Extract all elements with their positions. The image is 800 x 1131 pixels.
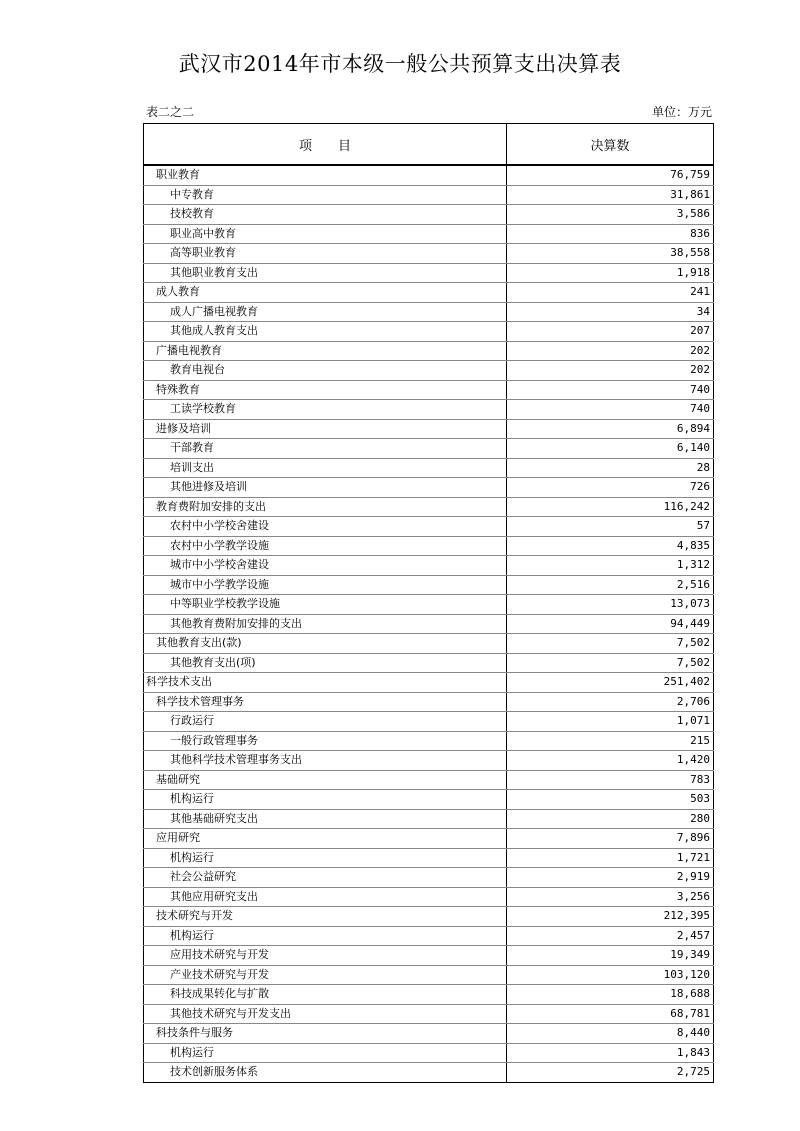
row-value: 57: [507, 517, 714, 537]
row-label: 机构运行: [144, 848, 507, 868]
table-row: [144, 419, 714, 439]
header-item: 项 目: [144, 124, 507, 166]
table-row: [144, 926, 714, 946]
row-label: 城市中小学校舍建设: [144, 556, 507, 576]
row-label: 应用技术研究与开发: [144, 946, 507, 966]
row-value: 7,896: [507, 829, 714, 849]
table-row: [144, 361, 714, 381]
row-label: 中专教育: [144, 185, 507, 205]
row-value: 19,349: [507, 946, 714, 966]
row-value: 18,688: [507, 985, 714, 1005]
table-row: [144, 965, 714, 985]
table-header-row: [144, 124, 714, 166]
row-value: 1,721: [507, 848, 714, 868]
row-value: 31,861: [507, 185, 714, 205]
table-row: [144, 751, 714, 771]
row-value: 280: [507, 809, 714, 829]
row-label: 其他成人教育支出: [144, 322, 507, 342]
row-label: 产业技术研究与开发: [144, 965, 507, 985]
table-row: [144, 322, 714, 342]
row-value: 8,440: [507, 1024, 714, 1044]
row-label: 行政运行: [144, 712, 507, 732]
row-label: 教育电视台: [144, 361, 507, 381]
row-label: 技术研究与开发: [144, 907, 507, 927]
table-row: [144, 497, 714, 517]
row-label: 应用研究: [144, 829, 507, 849]
row-value: 2,919: [507, 868, 714, 888]
row-value: 116,242: [507, 497, 714, 517]
row-value: 836: [507, 224, 714, 244]
row-label: 其他教育支出(款): [144, 634, 507, 654]
row-value: 2,516: [507, 575, 714, 595]
row-value: 1,071: [507, 712, 714, 732]
row-label: 机构运行: [144, 790, 507, 810]
table-row: [144, 614, 714, 634]
row-label: 成人广播电视教育: [144, 302, 507, 322]
row-value: 202: [507, 341, 714, 361]
row-label: 职业高中教育: [144, 224, 507, 244]
row-value: 76,759: [507, 165, 714, 185]
row-value: 783: [507, 770, 714, 790]
row-label: 其他教育支出(项): [144, 653, 507, 673]
table-row: [144, 1004, 714, 1024]
row-label: 工读学校教育: [144, 400, 507, 420]
row-value: 1,420: [507, 751, 714, 771]
row-label: 进修及培训: [144, 419, 507, 439]
row-value: 2,457: [507, 926, 714, 946]
table-row: [144, 770, 714, 790]
row-value: 215: [507, 731, 714, 751]
row-value: 2,706: [507, 692, 714, 712]
row-label: 机构运行: [144, 926, 507, 946]
table-row: [144, 653, 714, 673]
row-value: 34: [507, 302, 714, 322]
sheet-label: 表二之二: [146, 105, 195, 119]
table-row: [144, 985, 714, 1005]
row-label: 广播电视教育: [144, 341, 507, 361]
page-title: 武汉市2014年市本级一般公共预算支出决算表: [178, 52, 622, 76]
table-row: [144, 1024, 714, 1044]
table-row: [144, 478, 714, 498]
table-row: [144, 887, 714, 907]
row-value: 740: [507, 400, 714, 420]
row-value: 6,894: [507, 419, 714, 439]
row-value: 68,781: [507, 1004, 714, 1024]
table-row: [144, 165, 714, 185]
row-label: 其他教育费附加安排的支出: [144, 614, 507, 634]
row-label: 其他基础研究支出: [144, 809, 507, 829]
row-value: 1,843: [507, 1043, 714, 1063]
row-value: 1,312: [507, 556, 714, 576]
table-row: [144, 536, 714, 556]
row-label: 科学技术支出: [144, 673, 507, 693]
table-row: [144, 946, 714, 966]
table-row: [144, 907, 714, 927]
row-label: 中等职业学校教学设施: [144, 595, 507, 615]
row-value: 251,402: [507, 673, 714, 693]
table-row: [144, 244, 714, 264]
table-row: [144, 302, 714, 322]
table-body: [144, 165, 714, 1082]
row-label: 机构运行: [144, 1043, 507, 1063]
row-value: 38,558: [507, 244, 714, 264]
row-value: 241: [507, 283, 714, 303]
row-label: 社会公益研究: [144, 868, 507, 888]
table-row: [144, 634, 714, 654]
row-label: 其他进修及培训: [144, 478, 507, 498]
table-row: [144, 380, 714, 400]
table-row: [144, 556, 714, 576]
row-label: 其他职业教育支出: [144, 263, 507, 283]
table-row: [144, 1063, 714, 1083]
table-row: [144, 595, 714, 615]
table-row: [144, 205, 714, 225]
row-value: 28: [507, 458, 714, 478]
row-label: 基础研究: [144, 770, 507, 790]
row-value: 13,073: [507, 595, 714, 615]
row-label: 城市中小学教学设施: [144, 575, 507, 595]
row-value: 726: [507, 478, 714, 498]
row-value: 3,256: [507, 887, 714, 907]
row-label: 农村中小学校舍建设: [144, 517, 507, 537]
row-value: 3,586: [507, 205, 714, 225]
table-row: [144, 731, 714, 751]
row-label: 教育费附加安排的支出: [144, 497, 507, 517]
table-row: [144, 829, 714, 849]
table-row: [144, 673, 714, 693]
table-row: [144, 517, 714, 537]
unit-label: 单位：万元: [651, 105, 712, 119]
row-label: 高等职业教育: [144, 244, 507, 264]
row-value: 103,120: [507, 965, 714, 985]
table-row: [144, 341, 714, 361]
row-label: 其他技术研究与开发支出: [144, 1004, 507, 1024]
row-label: 科学技术管理事务: [144, 692, 507, 712]
table-row: [144, 575, 714, 595]
row-value: 503: [507, 790, 714, 810]
table-row: [144, 400, 714, 420]
row-value: 207: [507, 322, 714, 342]
row-label: 科技成果转化与扩散: [144, 985, 507, 1005]
table-row: [144, 692, 714, 712]
row-value: 740: [507, 380, 714, 400]
row-value: 6,140: [507, 439, 714, 459]
row-label: 科技条件与服务: [144, 1024, 507, 1044]
row-label: 培训支出: [144, 458, 507, 478]
row-label: 成人教育: [144, 283, 507, 303]
row-label: 技校教育: [144, 205, 507, 225]
table-row: [144, 809, 714, 829]
row-value: 1,918: [507, 263, 714, 283]
budget-table: [143, 123, 714, 1083]
row-label: 干部教育: [144, 439, 507, 459]
row-value: 7,502: [507, 634, 714, 654]
row-value: 202: [507, 361, 714, 381]
row-value: 4,835: [507, 536, 714, 556]
table-row: [144, 848, 714, 868]
table-row: [144, 185, 714, 205]
row-value: 7,502: [507, 653, 714, 673]
table-row: [144, 1043, 714, 1063]
table-row: [144, 712, 714, 732]
row-label: 农村中小学教学设施: [144, 536, 507, 556]
table-row: [144, 439, 714, 459]
table-row: [144, 224, 714, 244]
row-label: 职业教育: [144, 165, 507, 185]
row-label: 技术创新服务体系: [144, 1063, 507, 1083]
header-amount: 决算数: [507, 124, 714, 166]
table-row: [144, 868, 714, 888]
row-label: 一般行政管理事务: [144, 731, 507, 751]
table-row: [144, 283, 714, 303]
row-label: 其他应用研究支出: [144, 887, 507, 907]
row-value: 94,449: [507, 614, 714, 634]
table-row: [144, 263, 714, 283]
row-value: 2,725: [507, 1063, 714, 1083]
table-row: [144, 790, 714, 810]
row-label: 其他科学技术管理事务支出: [144, 751, 507, 771]
table-row: [144, 458, 714, 478]
row-label: 特殊教育: [144, 380, 507, 400]
row-value: 212,395: [507, 907, 714, 927]
